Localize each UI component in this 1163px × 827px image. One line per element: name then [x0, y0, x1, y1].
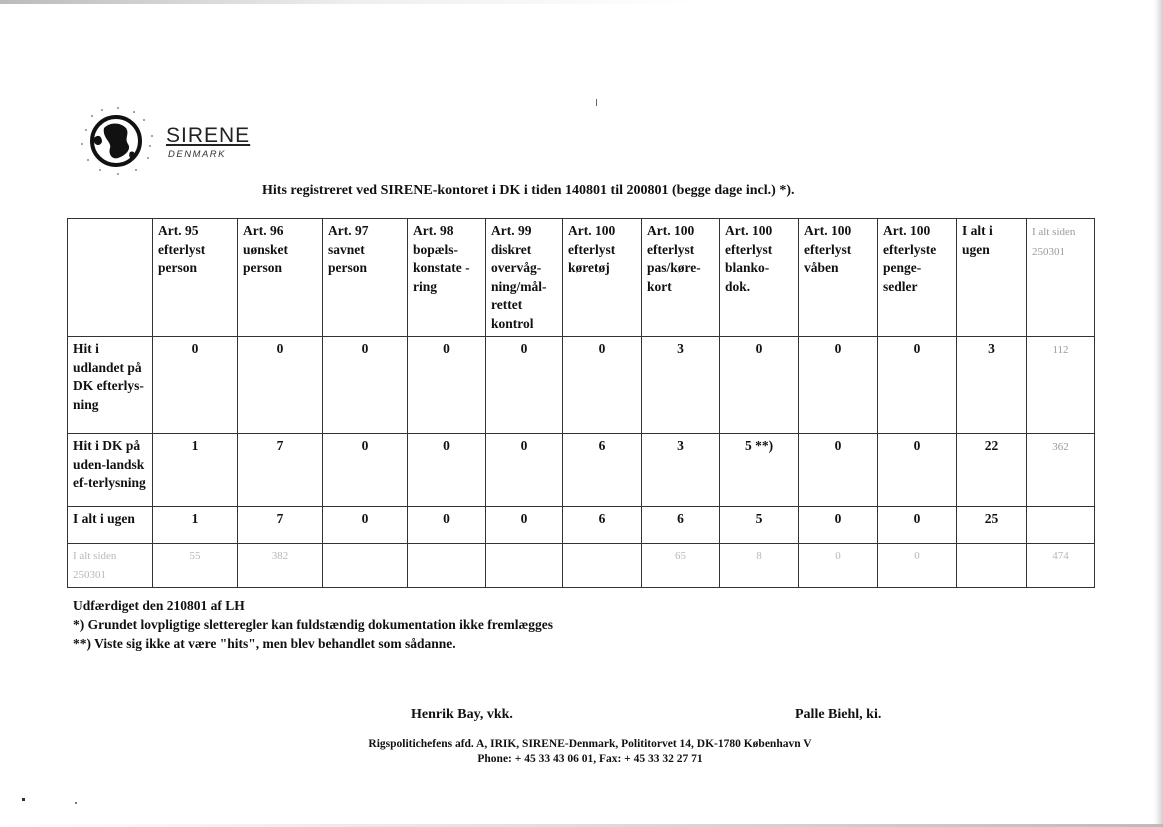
table-cell: 8	[720, 544, 799, 588]
table-cell: 5 **)	[720, 434, 799, 507]
table-row	[68, 337, 1095, 434]
footnote-double-star: **) Viste sig ikke at være "hits", men blev behandlet som sådanne.	[73, 636, 456, 651]
table-cell: 362	[1027, 434, 1095, 507]
table-cell: 382	[238, 544, 323, 588]
row-label-total-since: I alt siden 250301	[68, 544, 153, 588]
table-cell	[323, 544, 408, 588]
row-label-hit-abroad: Hit i udlandet på DK efterlys-ning	[68, 337, 153, 434]
prepared-by-note: Udfærdiget den 210801 af LH	[73, 598, 245, 613]
table-cell: 0	[799, 507, 878, 544]
header-week-total: I alt i ugen	[957, 219, 1027, 337]
table-cell: 6	[642, 507, 720, 544]
header-art-100-passport: Art. 100 efterlyst pas/køre-kort	[642, 219, 720, 337]
header-art-100-blank-doc: Art. 100 efterlyst blanko-dok.	[720, 219, 799, 337]
table-cell	[486, 544, 563, 588]
table-header-row	[68, 219, 1095, 337]
table-cell: 0	[323, 337, 408, 434]
row-label-week-total: I alt i ugen	[68, 507, 153, 544]
header-empty	[68, 219, 153, 337]
table-row	[68, 434, 1095, 507]
table-cell	[563, 544, 642, 588]
table-cell: 0	[323, 507, 408, 544]
table-cell: 0	[799, 544, 878, 588]
table-cell: 3	[642, 434, 720, 507]
header-art-100-weapon: Art. 100 efterlyst våben	[799, 219, 878, 337]
table-cell: 0	[720, 337, 799, 434]
table-cell: 25	[957, 507, 1027, 544]
header-art-99: Art. 99 diskret overvåg-ning/mål-rettet kontrol	[486, 219, 563, 337]
table-cell: 6	[563, 434, 642, 507]
table-cell: 1	[153, 507, 238, 544]
header-total-since: I alt siden 250301	[1027, 219, 1095, 337]
sirene-logo	[78, 106, 251, 176]
address-block	[300, 737, 880, 767]
table-cell	[408, 544, 486, 588]
footnote-single-star: *) Grundet lovpligtige sletteregler kan fuldstændig dokumentation ikke fremlægges	[73, 617, 554, 632]
table-cell: 0	[878, 434, 957, 507]
header-art-100-banknotes: Art. 100 efterlyste penge-sedler	[878, 219, 957, 337]
table-cell: 0	[878, 507, 957, 544]
header-art-96: Art. 96 uønsket person	[238, 219, 323, 337]
row-label-hit-dk: Hit i DK på uden-landsk ef-terlysning	[68, 434, 153, 507]
header-art-100-vehicle: Art. 100 efterlyst køretøj	[563, 219, 642, 337]
table-cell: 7	[238, 434, 323, 507]
hits-table	[67, 218, 1095, 588]
table-cell: 5	[720, 507, 799, 544]
contact-line: Phone: + 45 33 43 06 01, Fax: + 45 33 32 27 71	[477, 753, 703, 765]
table-cell: 3	[957, 337, 1027, 434]
table-row	[68, 507, 1095, 544]
table-cell: 1	[153, 434, 238, 507]
table-cell: 0	[408, 337, 486, 434]
scan-speck	[596, 99, 597, 106]
table-cell: 65	[642, 544, 720, 588]
scan-speck	[75, 802, 77, 804]
globe-icon	[78, 106, 168, 176]
table-cell: 3	[642, 337, 720, 434]
header-art-98: Art. 98 bopæls-konstate -ring	[408, 219, 486, 337]
scan-edge-right	[1153, 0, 1163, 827]
table-row-faded	[68, 544, 1095, 588]
table-cell: 0	[563, 337, 642, 434]
header-art-95: Art. 95 efterlyst person	[153, 219, 238, 337]
table-cell: 7	[238, 507, 323, 544]
table-cell: 0	[153, 337, 238, 434]
table-cell: 6	[563, 507, 642, 544]
table-cell: 112	[1027, 337, 1095, 434]
header-art-97: Art. 97 savnet person	[323, 219, 408, 337]
table-cell: 474	[1027, 544, 1095, 588]
scan-edge-top	[0, 0, 1163, 4]
signature-left: Henrik Bay, vkk.	[411, 707, 513, 722]
table-cell: 0	[486, 434, 563, 507]
logo-name: SIRENE	[166, 124, 251, 147]
table-cell	[1027, 507, 1095, 544]
table-cell: 0	[799, 434, 878, 507]
table-cell: 0	[878, 544, 957, 588]
table-cell: 0	[878, 337, 957, 434]
table-cell: 0	[799, 337, 878, 434]
table-cell: 0	[323, 434, 408, 507]
signature-right: Palle Biehl, ki.	[795, 707, 882, 722]
table-cell: 0	[238, 337, 323, 434]
table-cell: 0	[408, 434, 486, 507]
logo-subtitle: DENMARK	[168, 149, 227, 160]
document-heading: Hits registreret ved SIRENE-kontoret i DK i tiden 140801 til 200801 (begge dage incl.) *).	[262, 183, 795, 198]
table-cell	[957, 544, 1027, 588]
table-cell: 0	[486, 507, 563, 544]
address-line: Rigspolitichefens afd. A, IRIK, SIRENE-Denmark, Polititorvet 14, DK-1780 København V	[368, 738, 812, 750]
table-cell: 0	[408, 507, 486, 544]
footnotes	[73, 596, 553, 653]
table-cell: 55	[153, 544, 238, 588]
scan-speck	[22, 798, 25, 801]
table-cell: 0	[486, 337, 563, 434]
table-cell: 22	[957, 434, 1027, 507]
